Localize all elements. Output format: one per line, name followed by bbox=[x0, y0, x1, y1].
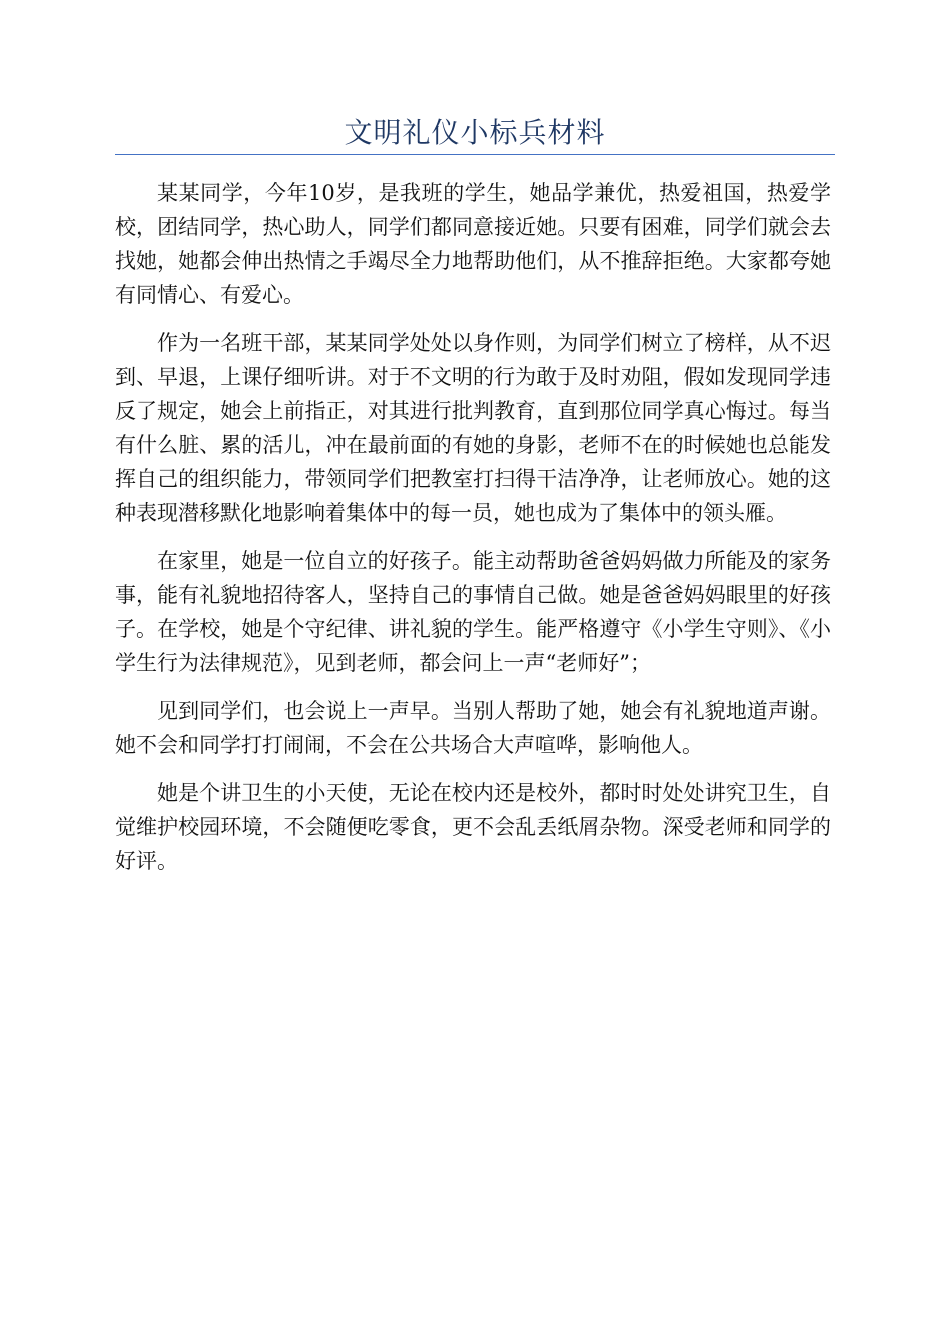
paragraph-3: 在家里，她是一位自立的好孩子。能主动帮助爸爸妈妈做力所能及的家务事，能有礼貌地招待客人，坚持自己的事情自己做。她是爸爸妈妈眼里的好孩子。在学校，她是个守纪律、讲礼貌的学生。能严格遵守《小学生守则》、《小学生行为法律规范》，见到老师，都会问上一声“老师好”； bbox=[115, 549, 831, 675]
document-body bbox=[115, 176, 831, 892]
paragraph-5: 她是个讲卫生的小天使，无论在校内还是校外，都时时处处讲究卫生，自觉维护校园环境，不会随便吃零食，更不会乱丢纸屑杂物。深受老师和同学的好评。 bbox=[115, 781, 831, 873]
paragraph-1: 某某同学，今年10岁，是我班的学生，她品学兼优，热爱祖国，热爱学校，团结同学，热心助人，同学们都同意接近她。只要有困难，同学们就会去找她，她都会伸出热情之手竭尽全力地帮助他们，从不推辞拒绝。大家都夸她有同情心、有爱心。 bbox=[115, 181, 831, 307]
document-title: 文明礼仪小标兵材料 bbox=[344, 116, 606, 149]
title-underline bbox=[115, 154, 835, 155]
paragraph-2: 作为一名班干部，某某同学处处以身作则，为同学们树立了榜样，从不迟到、早退，上课仔细听讲。对于不文明的行为敢于及时劝阻，假如发现同学违反了规定，她会上前指正，对其进行批判教育，直到那位同学真心悔过。每当有什么脏、累的活儿，冲在最前面的有她的身影，老师不在的时候她也总能发挥自己的组织能力，带领同学们把教室打扫得干洁净净，让老师放心。她的这种表现潜移默化地影响着集体中的每一员，她也成为了集体中的领头雁。 bbox=[115, 331, 831, 525]
paragraph-4: 见到同学们，也会说上一声早。当别人帮助了她，她会有礼貌地道声谢。她不会和同学打打闹闹，不会在公共场合大声喧哗，影响他人。 bbox=[115, 699, 831, 757]
